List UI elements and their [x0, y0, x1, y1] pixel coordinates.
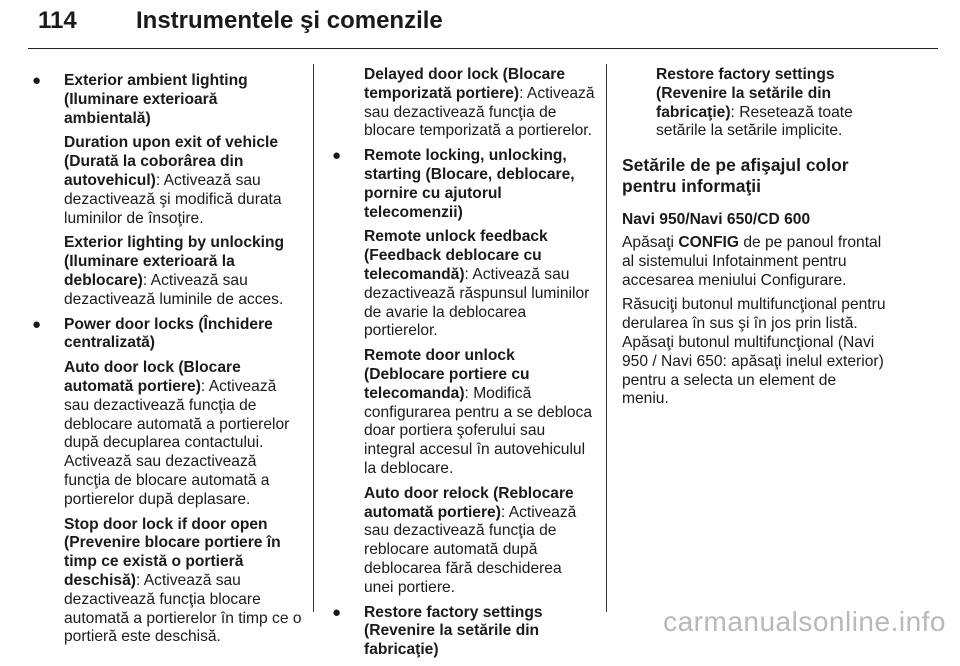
sub-entry-text: : Activează sau dezactivează luminile de acces. — [64, 271, 284, 308]
sub-entry — [64, 516, 305, 648]
sub-entry — [64, 134, 305, 228]
column-2 — [330, 66, 595, 666]
item-title: Remote locking, unlocking, starting (Blocare, deblocare, pornire cu ajutorul telecomenzii) — [364, 147, 575, 221]
subsection-heading: Navi 950/Navi 650/CD 600 — [622, 211, 811, 229]
sub-entry-title: Restore factory settings (Revenire la setările din fabricaţie) — [656, 66, 835, 121]
sub-entry-title: Auto door relock (Reblocare automată portiere) — [364, 484, 574, 521]
item-title: Restore factory settings (Revenire la setările din fabricaţie) — [364, 603, 543, 659]
sub-entry-title: Stop door lock if door open (Prevenire blocare portiere în timp ce există o portieră deschisă) — [64, 515, 281, 589]
page-number: 114 — [38, 7, 77, 34]
column-1 — [30, 66, 305, 653]
sub-entry-text: : Activează sau dezactivează funcţia de deblocare automată a portierelor după decuplarea contactului. Activează sau dezactivează funcţia de blocare automată a portierelor după deplasare. — [64, 377, 290, 508]
list-item — [330, 147, 595, 597]
item-title: Power door locks (Închidere centralizată) — [64, 315, 273, 352]
sub-entry-text: : Activează sau dezactivează funcţia de reblocare automată după deblocarea fără deschiderea unei portiere. — [364, 503, 577, 596]
bullet-icon: ● — [332, 603, 342, 621]
paragraph-text: Apăsaţi — [622, 233, 679, 251]
list-item — [30, 72, 305, 310]
sub-entry-title: Auto door lock (Blocare automată portiere) — [64, 359, 241, 395]
paragraph — [622, 234, 887, 290]
list-item — [30, 316, 305, 648]
sub-entry-text: : Resetează toate setările la setările implicite. — [656, 103, 853, 140]
sub-entry-text: : Activează sau dezactivează răspunsul luminilor de avarie la deblocarea portierelor. — [364, 265, 590, 340]
sub-entry — [64, 359, 305, 509]
sub-entry-title: Remote door unlock (Deblocare portiere cu telecomanda) — [364, 347, 530, 402]
continued-entry — [364, 66, 595, 141]
sub-entry-text: : Activează sau dezactivează funcţia de blocare temporizată a portierelor. — [364, 84, 595, 140]
continued-entry — [656, 66, 887, 141]
list-item — [330, 604, 595, 660]
sub-entry-text: : Modifică configurarea pentru a se debloca doar portiera şoferului sau integral accesul în autovehiculul la deblocare. — [364, 384, 592, 477]
paragraph-text: de pe panoul frontal al sistemului Infotainment pentru accesarea meniului Configurare. — [622, 233, 882, 289]
header-rule — [28, 48, 938, 49]
item-title: Exterior ambient lighting (Iluminare exterioară ambientală) — [64, 72, 248, 127]
sub-entry — [64, 234, 305, 309]
bullet-icon: ● — [32, 72, 42, 89]
column-divider — [606, 64, 607, 612]
sub-entry-text: : Activează sau dezactivează şi modifică durata luminilor de însoţire. — [64, 171, 282, 227]
bullet-icon: ● — [332, 147, 342, 165]
column-3 — [622, 66, 887, 415]
sub-entry — [364, 485, 595, 598]
page-header — [22, 7, 942, 39]
config-button-label: CONFIG — [678, 233, 739, 251]
chapter-title: Instrumentele şi comenzile — [136, 7, 443, 34]
bullet-icon: ● — [32, 315, 42, 333]
column-divider — [313, 64, 314, 612]
sub-entry-title: Exterior lighting by unlocking (Iluminare exterioară la deblocare) — [64, 234, 285, 289]
sub-entry-title: Duration upon exit of vehicle (Durată la coborârea din autovehicul) — [64, 134, 279, 189]
sub-entry-text: : Activează sau dezactivează funcţia blocare automată a portierelor în timp ce o portieră este deschisă. — [64, 571, 302, 646]
sub-entry — [364, 347, 595, 479]
section-heading: Setările de pe afişajul color pentru informaţii — [622, 155, 849, 197]
watermark: carmanualsonline.info — [663, 606, 946, 637]
paragraph: Răsuciţi butonul multifuncţional pentru derularea în sus şi în jos prin listă. Apăsaţi butonul multifuncţional (Navi 950 / Navi 650: apăsaţi inelul exterior) pentru a selecta un element de meniu. — [622, 296, 886, 408]
sub-entry-title: Remote unlock feedback (Feedback deblocare cu telecomandă) — [364, 228, 548, 283]
sub-entry-title: Delayed door lock (Blocare temporizată portiere) — [364, 66, 566, 102]
sub-entry — [364, 228, 595, 341]
